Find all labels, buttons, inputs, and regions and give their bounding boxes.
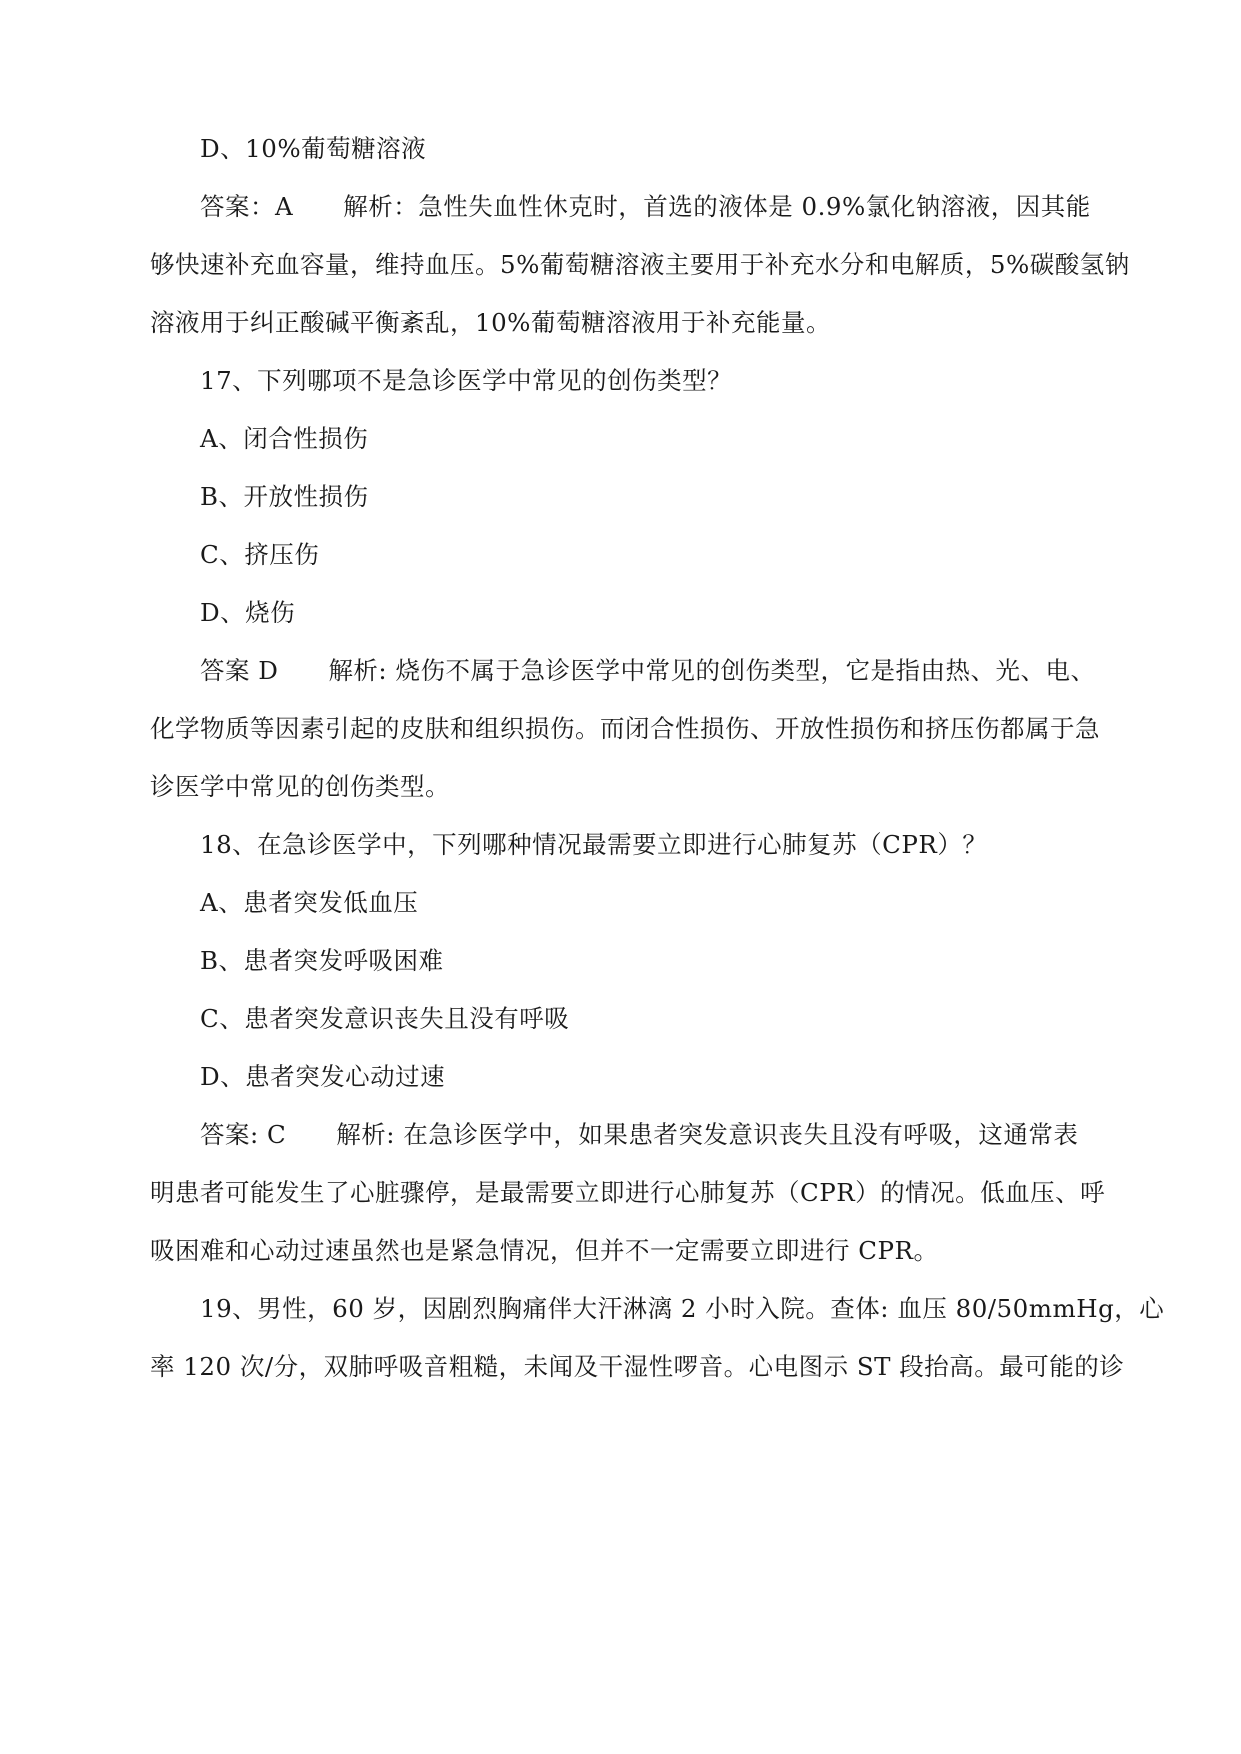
q18-analysis-line1: 解析: 在急诊医学中，如果患者突发意识丧失且没有呼吸，这通常表	[336, 1120, 1079, 1149]
q17-analysis-line3: 诊医学中常见的创伤类型。	[150, 772, 450, 801]
q16-answer-line	[200, 191, 1091, 223]
q17-answer-line	[200, 655, 1095, 687]
q17-option-d: D、烧伤	[200, 598, 296, 627]
q17-analysis-line2: 化学物质等因素引起的皮肤和组织损伤。而闭合性损伤、开放性损伤和挤压伤都属于急	[150, 714, 1100, 743]
q18-answer-label: 答案: C	[200, 1120, 287, 1149]
q18-option-c: C、患者突发意识丧失且没有呼吸	[200, 1004, 570, 1033]
q17-question: 17、下列哪项不是急诊医学中常见的创伤类型？	[200, 366, 733, 395]
q18-question: 18、在急诊医学中，下列哪种情况最需要立即进行心肺复苏（CPR）？	[200, 830, 988, 859]
q17-option-c: C、挤压伤	[200, 540, 320, 569]
q17-option-b: B、开放性损伤	[200, 482, 369, 511]
q18-analysis-line2: 明患者可能发生了心脏骤停，是最需要立即进行心肺复苏（CPR）的情况。低血压、呼	[150, 1178, 1106, 1207]
document-page	[150, 0, 1165, 1754]
q19-question-line1: 19、男性，60 岁，因剧烈胸痛伴大汗淋漓 2 小时入院。查体: 血压 80/50mmHg，心	[200, 1294, 1165, 1323]
q18-option-a: A、患者突发低血压	[200, 888, 419, 917]
q17-analysis-line1: 解析: 烧伤不属于急诊医学中常见的创伤类型，它是指由热、光、电、	[328, 656, 1096, 685]
q18-option-d: D、患者突发心动过速	[200, 1062, 446, 1091]
q18-analysis-line3: 吸困难和心动过速虽然也是紧急情况，但并不一定需要立即进行 CPR。	[150, 1236, 939, 1265]
q18-answer-line	[200, 1119, 1078, 1151]
q17-answer-label: 答案 D	[200, 656, 279, 685]
q16-answer-label: 答案：A	[200, 192, 294, 221]
q18-option-b: B、患者突发呼吸困难	[200, 946, 444, 975]
q16-analysis-line3: 溶液用于纠正酸碱平衡紊乱，10%葡萄糖溶液用于补充能量。	[150, 308, 831, 337]
q16-analysis-line1: 解析：急性失血性休克时，首选的液体是 0.9%氯化钠溶液，因其能	[343, 192, 1091, 221]
q17-option-a: A、闭合性损伤	[200, 424, 369, 453]
q19-question-line2: 率 120 次/分，双肺呼吸音粗糙，未闻及干湿性啰音。心电图示 ST 段抬高。最可能的诊	[150, 1352, 1125, 1381]
q16-option-d: D、10%葡萄糖溶液	[200, 134, 427, 163]
q16-analysis-line2: 够快速补充血容量，维持血压。5%葡萄糖溶液主要用于补充水分和电解质，5%碳酸氢钠	[150, 250, 1130, 279]
